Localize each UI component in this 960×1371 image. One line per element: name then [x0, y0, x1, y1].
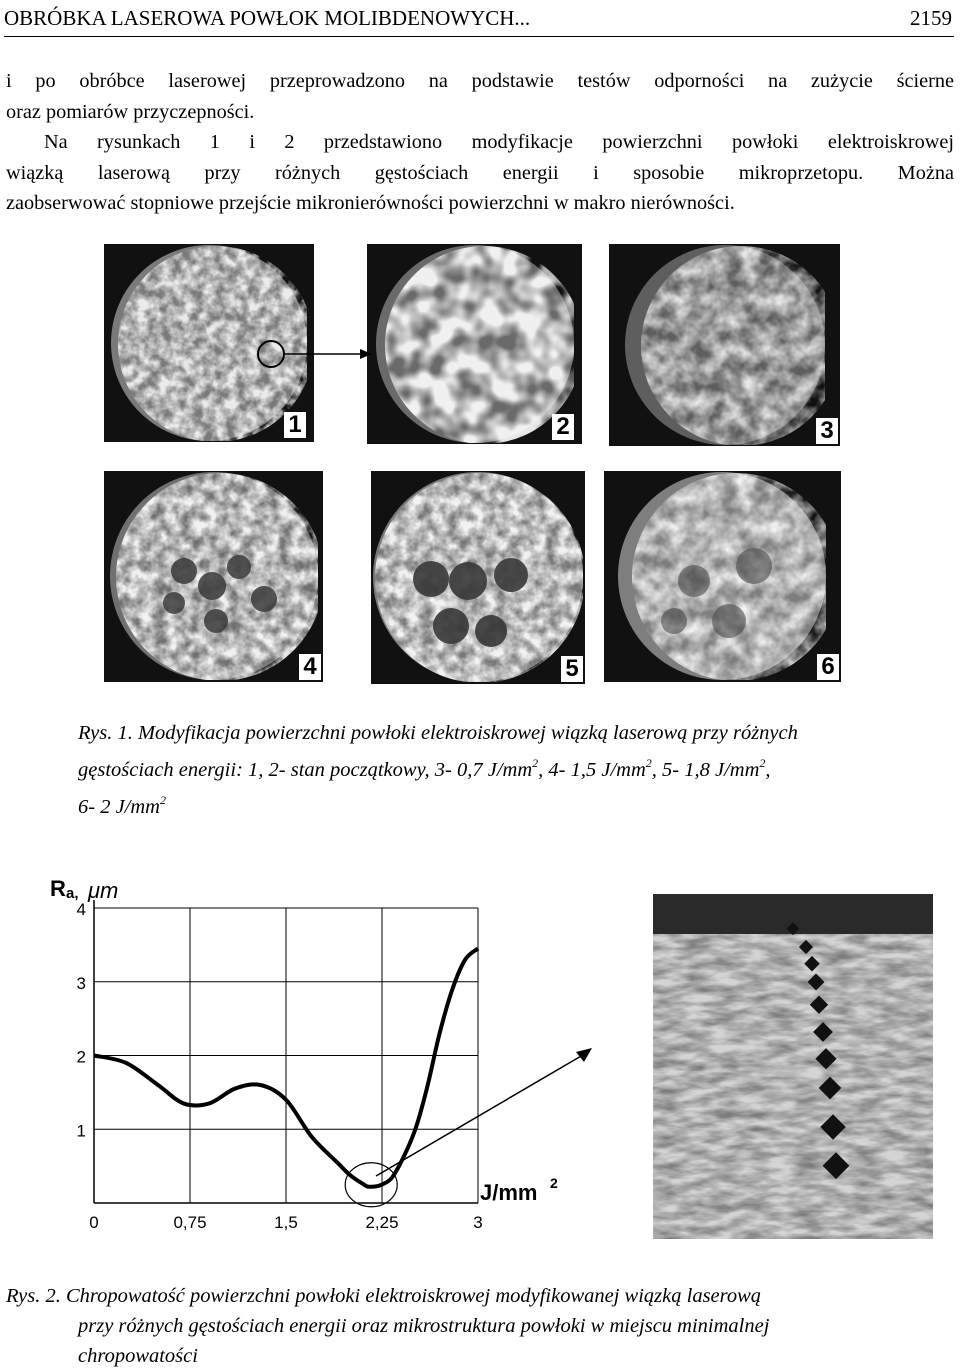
y-tick-label: 4 [76, 900, 86, 919]
caption-text: 6- 2 J/mm [78, 796, 160, 818]
caption-line [78, 785, 958, 822]
x-tick-labels [89, 1213, 482, 1232]
caption-text: , [765, 759, 771, 781]
micrograph-3 [609, 244, 840, 446]
pointer-arrow [370, 1040, 610, 1180]
text-line: wiązką laserową przy różnych gęstościach energii i sposobie mikroprzetopu. Można [6, 161, 954, 184]
caption-text: gęstościach energii: 1, 2- stan początkowy, 3- 0,7 J/mm [78, 759, 533, 781]
paragraph-2 [6, 127, 954, 219]
y-axis-label-sub: a, [66, 885, 79, 902]
figure-2-caption [6, 1281, 956, 1371]
caption-text: Modyfikacja powierzchni powłoki elektroiskrowej wiązką laserową przy różnych [137, 722, 798, 744]
y-axis-label-main: R [50, 876, 66, 901]
micrograph-label: 5 [561, 656, 583, 682]
micrograph-label: 3 [816, 418, 838, 444]
micrograph-label: 6 [817, 654, 839, 680]
zoom-arrow [280, 340, 375, 370]
x-axis-label-sup: 2 [550, 1175, 558, 1191]
y-axis-label-unit: μm [88, 878, 119, 903]
caption-text: Chropowatość powierzchni powłoki elektroiskrowej modyfikowanej wiązką laserową [65, 1285, 762, 1307]
micrograph-6 [604, 471, 841, 682]
micrograph-2 [367, 244, 582, 444]
text-line: i po obróbce laserowej przeprowadzono na podstawie testów odporności na zużycie ścierne [6, 70, 954, 92]
y-tick-label: 1 [76, 1121, 86, 1141]
superscript: 2 [759, 756, 766, 770]
micrograph-label: 1 [284, 412, 306, 438]
caption-text: , 5- 1,8 J/mm [651, 759, 760, 781]
x-tick-label: 3 [473, 1213, 483, 1232]
superscript: 2 [159, 793, 166, 807]
micrograph-5 [371, 471, 585, 684]
caption-prefix: Rys. 1. [78, 722, 133, 744]
x-tick-label: 0,75 [173, 1213, 207, 1232]
caption-line [78, 748, 958, 785]
page-number: 2159 [910, 6, 952, 30]
y-tick-labels [77, 900, 86, 1140]
caption-line: chropowatości [78, 1345, 198, 1367]
x-tick-label: 2,25 [365, 1213, 399, 1232]
y-tick-label: 3 [76, 973, 86, 993]
header-title: OBRÓBKA LASEROWA POWŁOK MOLIBDENOWYCH... [4, 6, 531, 30]
x-axis-label: J/mm [480, 1180, 538, 1205]
caption-line [6, 1281, 956, 1311]
caption-text: , 4- 1,5 J/mm [538, 759, 646, 781]
x-tick-label: 0 [89, 1213, 99, 1232]
paragraph-1 [6, 66, 954, 127]
micrograph-label: 2 [552, 414, 574, 440]
caption-line: przy różnych gęstościach energii oraz mikrostruktura powłoki w miejscu minimalnej [78, 1315, 770, 1337]
caption-line [78, 718, 958, 748]
text-line: zaobserwować stopniowe przejście mikronierówności powierzchni w makro nierówności. [6, 192, 735, 214]
figure-1-caption [78, 718, 958, 822]
text-line: Na rysunkach 1 i 2 przedstawiono modyfikacje powierzchni powłoki elektroiskrowej [44, 131, 954, 153]
microstructure-photo [653, 894, 933, 1239]
running-header [4, 2, 954, 37]
micrograph-label: 4 [299, 654, 321, 680]
text-line: oraz pomiarów przyczepności. [6, 100, 255, 123]
micrograph-4 [104, 471, 323, 682]
x-tick-label: 1,5 [274, 1213, 298, 1232]
caption-prefix: Rys. 2. [6, 1285, 61, 1307]
y-tick-label: 2 [76, 1047, 86, 1067]
superscript: 2 [645, 756, 652, 770]
superscript: 2 [532, 756, 539, 770]
